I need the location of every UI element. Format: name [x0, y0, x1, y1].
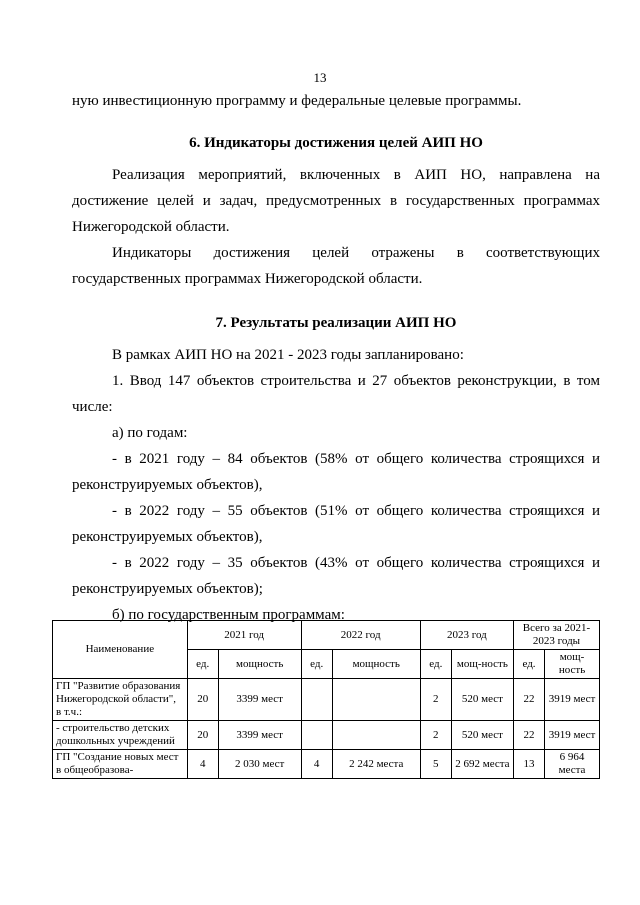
- cell-unit-2021: 20: [187, 679, 218, 721]
- cell-unit-2021: 20: [187, 721, 218, 750]
- row-name: ГП "Развитие образования Нижегородской области", в т.ч.:: [53, 679, 188, 721]
- section-7-paragraph-3: а) по годам:: [112, 425, 188, 441]
- cell-capacity-total: 3919 мест: [545, 679, 600, 721]
- section-6-paragraph-1: Реализация мероприятий, включенных в АИП НО, направлена на достижение целей и задач, предусмотренных в государственных программах Нижегородской области.: [72, 167, 600, 235]
- cell-unit-2021: 4: [187, 750, 218, 779]
- cell-capacity-2023: 520 мест: [451, 721, 513, 750]
- section-7-paragraph-5: - в 2022 году – 55 объектов (51% от общего количества строящихся и реконструируемых объектов),: [72, 503, 600, 545]
- section-6-paragraph-2: Индикаторы достижения целей отражены в соответствующих государственных программах Нижегородской области.: [72, 245, 600, 287]
- cell-capacity-2022: 2 242 места: [332, 750, 420, 779]
- header-2022: 2022 год: [301, 621, 420, 650]
- subheader-capacity: мощ-ность: [451, 650, 513, 679]
- page-number: 13: [313, 70, 327, 85]
- cell-capacity-2021: 3399 мест: [218, 721, 301, 750]
- cell-unit-2023: 2: [420, 679, 451, 721]
- cell-unit-total: 22: [513, 721, 544, 750]
- row-name: ГП "Создание новых мест в общеобразова-: [53, 750, 188, 779]
- header-name: Наименование: [53, 621, 188, 679]
- row-name: - строительство детских дошкольных учреждений: [53, 721, 188, 750]
- section-6-heading: 6. Индикаторы достижения целей АИП НО: [189, 135, 483, 151]
- cell-capacity-2023: 520 мест: [451, 679, 513, 721]
- section-7-paragraph-2: 1. Ввод 147 объектов строительства и 27 объектов реконструкции, в том числе:: [72, 373, 600, 415]
- table-row: [53, 679, 600, 721]
- cell-capacity-2022: [332, 721, 420, 750]
- cell-capacity-2022: [332, 679, 420, 721]
- subheader-unit: ед.: [420, 650, 451, 679]
- cell-unit-2022: [301, 721, 332, 750]
- cell-unit-2022: 4: [301, 750, 332, 779]
- cell-unit-2023: 5: [420, 750, 451, 779]
- subheader-unit: ед.: [187, 650, 218, 679]
- programs-table: [52, 620, 600, 779]
- section-7-paragraph-1: В рамках АИП НО на 2021 - 2023 годы запланировано:: [112, 347, 464, 363]
- cell-unit-total: 22: [513, 679, 544, 721]
- cell-capacity-total: 3919 мест: [545, 721, 600, 750]
- cell-capacity-2021: 3399 мест: [218, 679, 301, 721]
- document-body: [72, 88, 600, 628]
- section-7-paragraph-6: - в 2022 году – 35 объектов (43% от общего количества строящихся и реконструируемых объектов);: [72, 555, 600, 597]
- section-7-heading: 7. Результаты реализации АИП НО: [215, 315, 457, 331]
- cell-capacity-2021: 2 030 мест: [218, 750, 301, 779]
- cell-capacity-total: 6 964 места: [545, 750, 600, 779]
- paragraph-continuation: ную инвестиционную программу и федеральные целевые программы.: [72, 93, 522, 109]
- table-row: [53, 721, 600, 750]
- subheader-capacity: мощность: [218, 650, 301, 679]
- section-7-paragraph-4: - в 2021 году – 84 объектов (58% от общего количества строящихся и реконструируемых объектов),: [72, 451, 600, 493]
- subheader-unit: ед.: [513, 650, 544, 679]
- header-2023: 2023 год: [420, 621, 513, 650]
- header-2021: 2021 год: [187, 621, 301, 650]
- table-header-row: [53, 621, 600, 650]
- subheader-unit: ед.: [301, 650, 332, 679]
- subheader-capacity: мощность: [332, 650, 420, 679]
- cell-unit-2023: 2: [420, 721, 451, 750]
- header-total: Всего за 2021-2023 годы: [513, 621, 599, 650]
- table-row: [53, 750, 600, 779]
- section-7-paragraph-7: б) по государственным программам:: [112, 607, 345, 623]
- cell-capacity-2023: 2 692 места: [451, 750, 513, 779]
- cell-unit-2022: [301, 679, 332, 721]
- cell-unit-total: 13: [513, 750, 544, 779]
- subheader-capacity: мощ-ность: [545, 650, 600, 679]
